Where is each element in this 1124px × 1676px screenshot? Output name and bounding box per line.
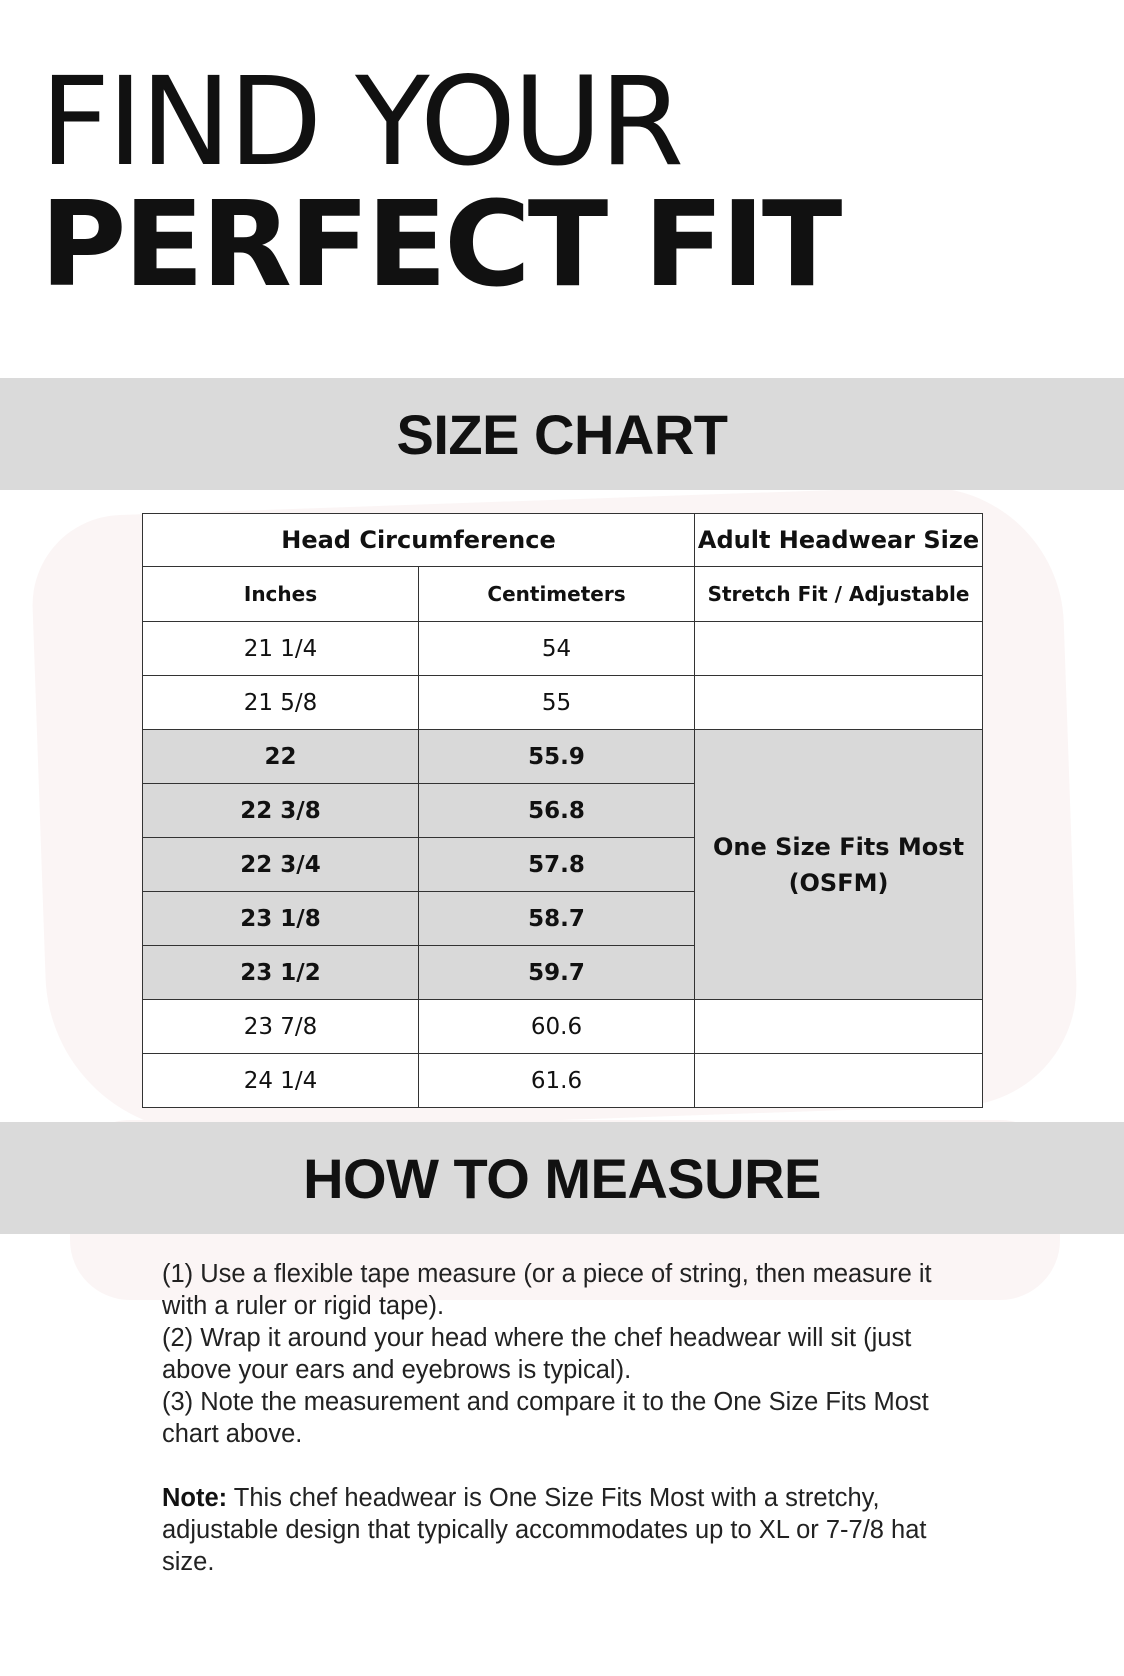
hero-heading xyxy=(40,51,840,313)
hero-line-1: FIND YOUR xyxy=(40,51,682,193)
cell-size-empty xyxy=(695,622,983,676)
cell-cm: 54 xyxy=(419,622,695,676)
hero-line-2: PERFECT FIT xyxy=(40,175,840,313)
header-centimeters: Centimeters xyxy=(419,567,695,622)
cell-cm: 57.8 xyxy=(419,838,695,892)
cell-inches: 21 5/8 xyxy=(143,676,419,730)
cell-size-empty xyxy=(695,1000,983,1054)
cell-cm: 56.8 xyxy=(419,784,695,838)
cell-inches: 24 1/4 xyxy=(143,1054,419,1108)
table-row xyxy=(143,1054,983,1108)
cell-inches: 22 xyxy=(143,730,419,784)
cell-osfm xyxy=(695,730,983,1000)
cell-inches: 21 1/4 xyxy=(143,622,419,676)
instruction-step-1: (1) Use a flexible tape measure (or a piece of string, then measure it with a ruler or rigid tape). xyxy=(162,1260,932,1320)
size-chart-title: SIZE CHART xyxy=(396,402,728,466)
cell-cm: 55 xyxy=(419,676,695,730)
how-to-measure-title: HOW TO MEASURE xyxy=(303,1146,821,1210)
header-adult-headwear-size: Adult Headwear Size xyxy=(695,514,983,567)
table-row xyxy=(143,730,983,784)
osfm-line-1: One Size Fits Most xyxy=(712,832,965,861)
header-inches: Inches xyxy=(143,567,419,622)
cell-size-empty xyxy=(695,1054,983,1108)
cell-cm: 59.7 xyxy=(419,946,695,1000)
header-head-circumference: Head Circumference xyxy=(143,514,695,567)
note-text: This chef headwear is One Size Fits Most with a stretchy, adjustable design that typically accommodates up to XL or 7-7/8 hat size. xyxy=(162,1484,927,1576)
cell-inches: 22 3/4 xyxy=(143,838,419,892)
table-row xyxy=(143,622,983,676)
cell-inches: 23 7/8 xyxy=(143,1000,419,1054)
cell-inches: 23 1/8 xyxy=(143,892,419,946)
cell-inches: 22 3/8 xyxy=(143,784,419,838)
how-to-measure-band xyxy=(0,1122,1124,1234)
cell-cm: 58.7 xyxy=(419,892,695,946)
note-label: Note: xyxy=(162,1484,228,1512)
table-row xyxy=(143,676,983,730)
cell-inches: 23 1/2 xyxy=(143,946,419,1000)
cell-size-empty xyxy=(695,676,983,730)
instruction-step-2: (2) Wrap it around your head where the chef headwear will sit (just above your ears and eyebrows is typical). xyxy=(162,1324,912,1384)
size-chart-band xyxy=(0,378,1124,490)
table-group-header-row xyxy=(143,514,983,567)
osfm-line-2: (OSFM) xyxy=(788,868,889,897)
size-chart-table xyxy=(142,513,983,1108)
measure-instructions xyxy=(162,1258,962,1578)
instruction-step-3: (3) Note the measurement and compare it to the One Size Fits Most chart above. xyxy=(162,1388,929,1448)
cell-cm: 55.9 xyxy=(419,730,695,784)
table-sub-header-row xyxy=(143,567,983,622)
cell-cm: 60.6 xyxy=(419,1000,695,1054)
cell-cm: 61.6 xyxy=(419,1054,695,1108)
header-stretch-fit: Stretch Fit / Adjustable xyxy=(695,567,983,622)
table-row xyxy=(143,1000,983,1054)
fit-note xyxy=(162,1482,962,1578)
